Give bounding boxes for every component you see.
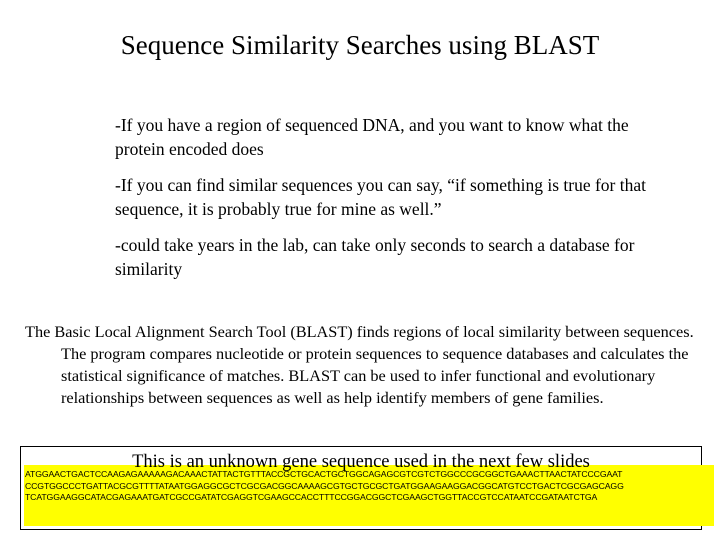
bullet-item: -If you can find similar sequences you can say, “if something is true for that sequence, it is probably true for mine as well.” <box>115 175 646 219</box>
slide-title: Sequence Similarity Searches using BLAST <box>120 30 600 60</box>
sequence-text <box>25 469 715 504</box>
sequence-line: ATGGAACTGACTCCAAGAGAAAAAGACAAACTATTACTGTTTACCGCTGCACTGCTGGCAGAGCGTCGTCTGGCCCGCGGCTGAAACTTAACTATCCCGAAT <box>25 469 623 479</box>
sequence-caption: This is an unknown gene sequence used in the next few slides <box>132 452 590 472</box>
sequence-line: CCGTGGCCCTGATTACGCGTTTTATAATGGAGGCGCTCGCGACGGCAAAAGCGTGCTGCGCTGATGGAAGAAGGACGGCATGTCCTGACTCGCGAGCAGG <box>25 480 624 491</box>
sequence-line: TCATGGAAGGCATACGAGAAATGATCGCCGATATCGAGGTCGAAGCCACCTTTCCGGACGGCTCGAAGCTGGTTACCGTCCATAATCCGATAATCTGA <box>25 492 598 502</box>
bullet-list <box>115 113 675 293</box>
bullet-item: -could take years in the lab, can take only seconds to search a database for similarity <box>115 235 635 279</box>
bullet-item: -If you have a region of sequenced DNA, and you want to know what the protein encoded does <box>115 115 629 159</box>
blast-description: The Basic Local Alignment Search Tool (BLAST) finds regions of local similarity between sequences. The program compares nucleotide or protein sequences to sequence databases and calculates the statistical significance of matches. BLAST can be used to infer functional and evolutionary relationships between sequences as well as help identify members of gene families. <box>25 322 694 407</box>
sequence-box <box>20 446 702 530</box>
